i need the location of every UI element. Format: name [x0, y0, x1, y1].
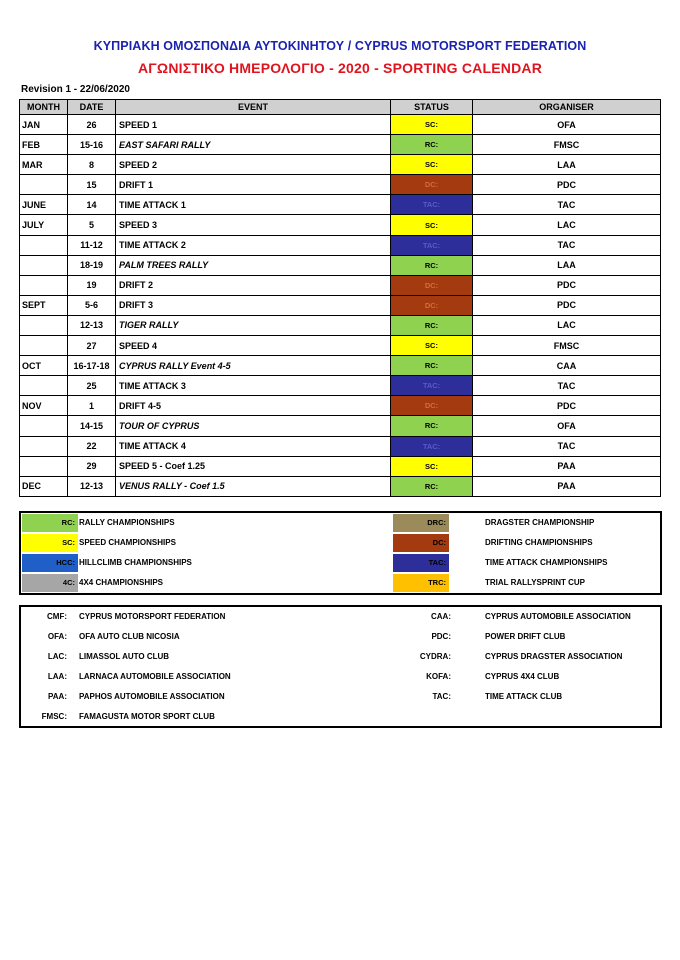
table-row: [20, 416, 661, 436]
organiser-cell: LAA: [473, 155, 661, 175]
organiser-item: [21, 647, 660, 667]
legend-label: HILLCLIMB CHAMPIONSHIPS: [79, 558, 192, 567]
date-cell: 27: [68, 336, 116, 356]
legend-swatch: TRC:: [393, 574, 449, 592]
month-cell: DEC: [20, 476, 68, 496]
status-cell: DC:: [391, 396, 473, 416]
legend-swatch: DC:: [393, 534, 449, 552]
legend-label: TIME ATTACK CHAMPIONSHIPS: [485, 558, 608, 567]
month-cell: [20, 255, 68, 275]
organiser-name: OFA AUTO CLUB NICOSIA: [79, 632, 180, 641]
col-header-date: DATE: [68, 100, 116, 115]
status-cell: SC:: [391, 336, 473, 356]
date-cell: 11-12: [68, 235, 116, 255]
legend-label: TRIAL RALLYSPRINT CUP: [485, 578, 586, 587]
table-row: [20, 336, 661, 356]
status-cell: DC:: [391, 175, 473, 195]
table-row: [20, 275, 661, 295]
table-row: [20, 115, 661, 135]
date-cell: 8: [68, 155, 116, 175]
table-row: [20, 476, 661, 496]
organiser-cell: PDC: [473, 396, 661, 416]
event-cell: SPEED 5 - Coef 1.25: [116, 456, 391, 476]
event-cell: EAST SAFARI RALLY: [116, 135, 391, 155]
table-row: [20, 235, 661, 255]
table-row: [20, 436, 661, 456]
organiser-abbr: LAA:: [47, 672, 67, 681]
event-cell: SPEED 1: [116, 115, 391, 135]
table-row: [20, 456, 661, 476]
table-header-row: [20, 100, 661, 115]
event-cell: DRIFT 4-5: [116, 396, 391, 416]
date-cell: 1: [68, 396, 116, 416]
month-cell: JUNE: [20, 195, 68, 215]
legend-item-drc: [21, 513, 660, 533]
event-cell: SPEED 2: [116, 155, 391, 175]
status-cell: TAC:: [391, 436, 473, 456]
table-row: [20, 315, 661, 335]
month-cell: [20, 436, 68, 456]
legend-item-dc: [21, 533, 660, 553]
month-cell: JAN: [20, 115, 68, 135]
organiser-abbr: CAA:: [431, 612, 451, 621]
organiser-item: [21, 667, 660, 687]
status-cell: RC:: [391, 476, 473, 496]
organiser-abbr: PDC:: [431, 632, 451, 641]
organiser-abbr: FMSC:: [41, 712, 67, 721]
col-header-month: MONTH: [20, 100, 68, 115]
date-cell: 14: [68, 195, 116, 215]
month-cell: FEB: [20, 135, 68, 155]
organiser-name: LIMASSOL AUTO CLUB: [79, 652, 170, 661]
status-cell: DC:: [391, 275, 473, 295]
federation-title: ΚΥΠΡΙΑΚΗ ΟΜΟΣΠΟΝΔΙΑ ΑΥΤΟΚΙΝΗΤΟΥ / CYPRUS MOTORSPORT FEDERATION: [93, 39, 587, 53]
table-row: [20, 255, 661, 275]
date-cell: 5: [68, 215, 116, 235]
col-header-status: STATUS: [391, 100, 473, 115]
event-cell: PALM TREES RALLY: [116, 255, 391, 275]
table-row: [20, 215, 661, 235]
organiser-item: [21, 707, 660, 727]
legend-swatch: SC:: [22, 534, 78, 552]
organiser-abbr: OFA:: [47, 632, 67, 641]
event-cell: DRIFT 1: [116, 175, 391, 195]
organiser-cell: PDC: [473, 275, 661, 295]
organiser-cell: PAA: [473, 476, 661, 496]
event-cell: SPEED 3: [116, 215, 391, 235]
table-row: [20, 295, 661, 315]
sporting-calendar-table: [19, 99, 661, 497]
championship-legend: [19, 511, 662, 595]
organiser-cell: TAC: [473, 235, 661, 255]
organiser-name: CYPRUS MOTORSPORT FEDERATION: [79, 612, 226, 621]
table-row: [20, 376, 661, 396]
organiser-cell: OFA: [473, 416, 661, 436]
organiser-abbr: CMF:: [47, 612, 67, 621]
organiser-cell: TAC: [473, 436, 661, 456]
organiser-cell: OFA: [473, 115, 661, 135]
organiser-cell: FMSC: [473, 135, 661, 155]
organiser-item: [21, 607, 660, 627]
date-cell: 25: [68, 376, 116, 396]
legend-label: RALLY CHAMPIONSHIPS: [79, 518, 175, 527]
status-cell: SC:: [391, 155, 473, 175]
organiser-cell: LAC: [473, 215, 661, 235]
month-cell: SEPT: [20, 295, 68, 315]
date-cell: 29: [68, 456, 116, 476]
legend-swatch: DRC:: [393, 514, 449, 532]
organiser-item: [21, 687, 660, 707]
date-cell: 19: [68, 275, 116, 295]
date-cell: 12-13: [68, 315, 116, 335]
organiser-cell: PDC: [473, 295, 661, 315]
status-cell: RC:: [391, 416, 473, 436]
revision-label: Revision 1 - 22/06/2020: [21, 84, 130, 95]
date-cell: 18-19: [68, 255, 116, 275]
organiser-abbr: PAA:: [48, 692, 67, 701]
organiser-name: POWER DRIFT CLUB: [485, 632, 566, 641]
organiser-cell: LAA: [473, 255, 661, 275]
month-cell: NOV: [20, 396, 68, 416]
status-cell: RC:: [391, 255, 473, 275]
legend-label: SPEED CHAMPIONSHIPS: [79, 538, 176, 547]
organiser-cell: TAC: [473, 376, 661, 396]
organiser-cell: FMSC: [473, 336, 661, 356]
event-cell: TIGER RALLY: [116, 315, 391, 335]
col-header-event: EVENT: [116, 100, 391, 115]
legend-item-tac: [21, 553, 660, 573]
table-row: [20, 396, 661, 416]
organiser-abbr: KOFA:: [426, 672, 451, 681]
organiser-name: CYPRUS 4X4 CLUB: [485, 672, 560, 681]
organiser-cell: TAC: [473, 195, 661, 215]
status-cell: DC:: [391, 295, 473, 315]
organiser-abbr: CYDRA:: [419, 652, 451, 661]
legend-label: 4X4 CHAMPIONSHIPS: [79, 578, 164, 587]
event-cell: TIME ATTACK 1: [116, 195, 391, 215]
legend-item-trc: [21, 573, 660, 593]
month-cell: [20, 275, 68, 295]
status-cell: SC:: [391, 215, 473, 235]
event-cell: CYPRUS RALLY Event 4-5: [116, 356, 391, 376]
organiser-name: PAPHOS AUTOMOBILE ASSOCIATION: [79, 692, 225, 701]
organiser-abbr: TAC:: [432, 692, 451, 701]
col-header-organiser: ORGANISER: [473, 100, 661, 115]
status-cell: RC:: [391, 356, 473, 376]
calendar-title: ΑΓΩΝΙΣΤΙΚΟ ΗΜΕΡΟΛΟΓΙΟ - 2020 - SPORTING CALENDAR: [137, 60, 543, 76]
month-cell: [20, 336, 68, 356]
event-cell: DRIFT 2: [116, 275, 391, 295]
month-cell: JULY: [20, 215, 68, 235]
date-cell: 15: [68, 175, 116, 195]
month-cell: [20, 235, 68, 255]
organiser-legend: [19, 605, 662, 728]
month-cell: [20, 376, 68, 396]
organiser-name: CYPRUS AUTOMOBILE ASSOCIATION: [485, 612, 631, 621]
event-cell: SPEED 4: [116, 336, 391, 356]
organiser-item: [21, 627, 660, 647]
legend-swatch: 4C:: [22, 574, 78, 592]
organiser-cell: CAA: [473, 356, 661, 376]
event-cell: TIME ATTACK 2: [116, 235, 391, 255]
status-cell: SC:: [391, 456, 473, 476]
event-cell: DRIFT 3: [116, 295, 391, 315]
table-row: [20, 195, 661, 215]
event-cell: TIME ATTACK 3: [116, 376, 391, 396]
month-cell: [20, 416, 68, 436]
month-cell: [20, 315, 68, 335]
organiser-cell: PAA: [473, 456, 661, 476]
status-cell: TAC:: [391, 376, 473, 396]
legend-swatch: RC:: [22, 514, 78, 532]
organiser-name: FAMAGUSTA MOTOR SPORT CLUB: [79, 712, 215, 721]
status-cell: RC:: [391, 135, 473, 155]
status-cell: RC:: [391, 315, 473, 335]
legend-swatch: HCC:: [22, 554, 78, 572]
date-cell: 12-13: [68, 476, 116, 496]
status-cell: TAC:: [391, 195, 473, 215]
event-cell: TOUR OF CYPRUS: [116, 416, 391, 436]
event-cell: VENUS RALLY - Coef 1.5: [116, 476, 391, 496]
legend-swatch: TAC:: [393, 554, 449, 572]
organiser-cell: LAC: [473, 315, 661, 335]
organiser-name: TIME ATTACK CLUB: [485, 692, 563, 701]
table-row: [20, 155, 661, 175]
organiser-name: LARNACA AUTOMOBILE ASSOCIATION: [79, 672, 231, 681]
legend-label: DRIFTING CHAMPIONSHIPS: [485, 538, 593, 547]
date-cell: 14-15: [68, 416, 116, 436]
organiser-cell: PDC: [473, 175, 661, 195]
date-cell: 22: [68, 436, 116, 456]
status-cell: TAC:: [391, 235, 473, 255]
table-row: [20, 135, 661, 155]
organiser-name: CYPRUS DRAGSTER ASSOCIATION: [485, 652, 623, 661]
month-cell: MAR: [20, 155, 68, 175]
month-cell: [20, 175, 68, 195]
date-cell: 26: [68, 115, 116, 135]
organiser-abbr: LAC:: [47, 652, 67, 661]
date-cell: 15-16: [68, 135, 116, 155]
month-cell: OCT: [20, 356, 68, 376]
table-row: [20, 175, 661, 195]
month-cell: [20, 456, 68, 476]
date-cell: 5-6: [68, 295, 116, 315]
status-cell: SC:: [391, 115, 473, 135]
event-cell: TIME ATTACK 4: [116, 436, 391, 456]
table-row: [20, 356, 661, 376]
legend-label: DRAGSTER CHAMPIONSHIP: [485, 518, 595, 527]
date-cell: 16-17-18: [68, 356, 116, 376]
